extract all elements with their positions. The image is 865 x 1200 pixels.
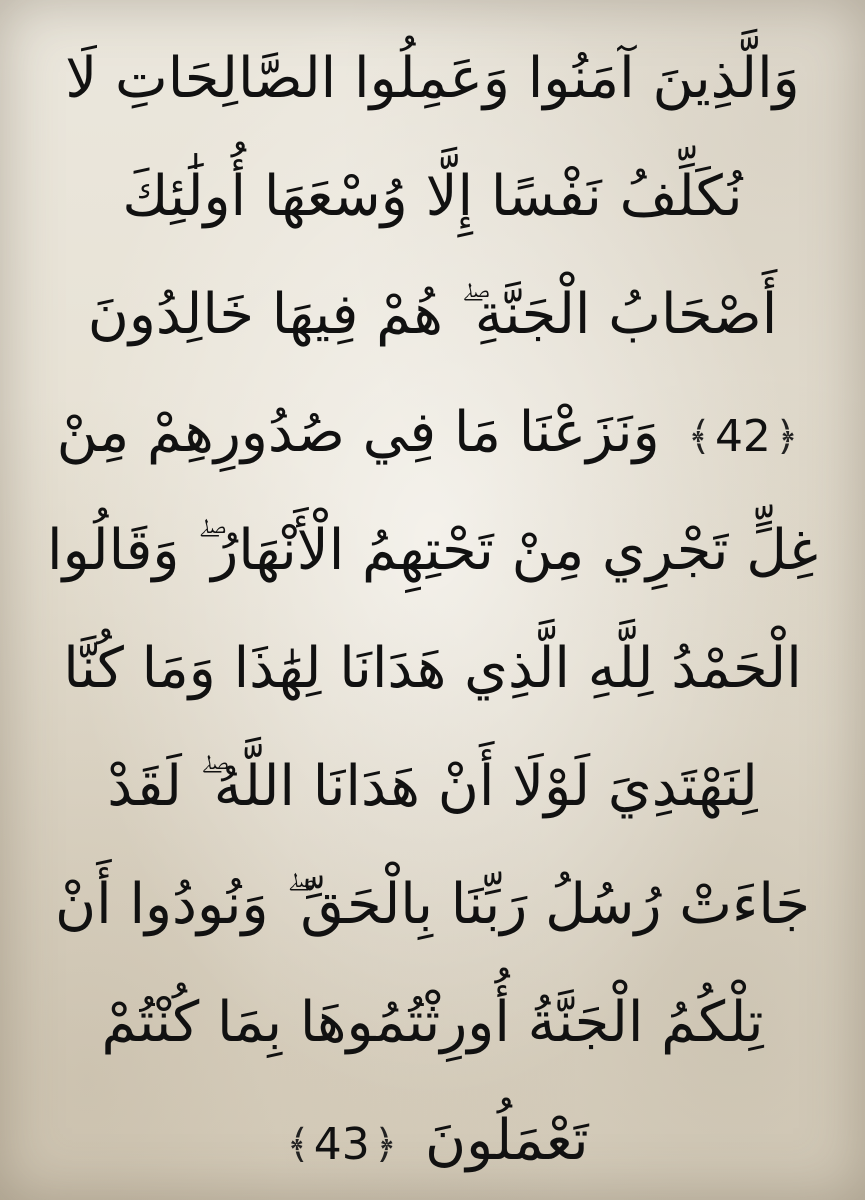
ayah-marker-43 <box>280 1118 403 1170</box>
ayah-marker-42 <box>682 410 805 462</box>
verse-line-4-text: وَنَزَعْنَا مَا فِي صُدُورِهِمْ مِنْ <box>56 400 660 465</box>
verse-line-10 <box>40 1082 825 1200</box>
verse-line-7: لِنَهْتَدِيَ لَوْلَا أَنْ هَدَانَا اللَّهُ ۖ لَقَدْ <box>107 754 758 819</box>
quran-verses <box>40 20 825 1200</box>
verse-line-3: أَصْحَابُ الْجَنَّةِ ۖ هُمْ فِيهَا خَالِدُونَ <box>87 282 778 347</box>
ayah-number: 43 <box>313 1118 370 1170</box>
ayah-ornament-close-icon: ﴾ <box>286 1121 310 1168</box>
verse-line-4 <box>40 374 825 492</box>
ayah-ornament-open-icon: ﴿ <box>373 1121 398 1168</box>
verse-line-8: جَاءَتْ رُسُلُ رَبِّنَا بِالْحَقِّ ۖ وَنُودُوا أَنْ <box>54 872 811 937</box>
verse-line-10-text: تَعْمَلُونَ <box>425 1108 589 1173</box>
verse-line-6: الْحَمْدُ لِلَّهِ الَّذِي هَدَانَا لِهَٰذَا وَمَا كُنَّا <box>63 636 802 701</box>
ayah-number: 42 <box>714 410 771 462</box>
verse-line-2: نُكَلِّفُ نَفْسًا إِلَّا وُسْعَهَا أُولَٰئِكَ <box>122 164 743 229</box>
verse-line-5: غِلٍّ تَجْرِي مِنْ تَحْتِهِمُ الْأَنْهَارُ ۖ وَقَالُوا <box>47 518 818 583</box>
ayah-ornament-open-icon: ﴿ <box>774 413 799 460</box>
verse-line-1: وَالَّذِينَ آمَنُوا وَعَمِلُوا الصَّالِحَاتِ لَا <box>65 46 800 111</box>
verse-line-9: تِلْكُمُ الْجَنَّةُ أُورِثْتُمُوهَا بِمَا كُنْتُمْ <box>101 990 764 1055</box>
ayah-ornament-close-icon: ﴾ <box>687 413 711 460</box>
